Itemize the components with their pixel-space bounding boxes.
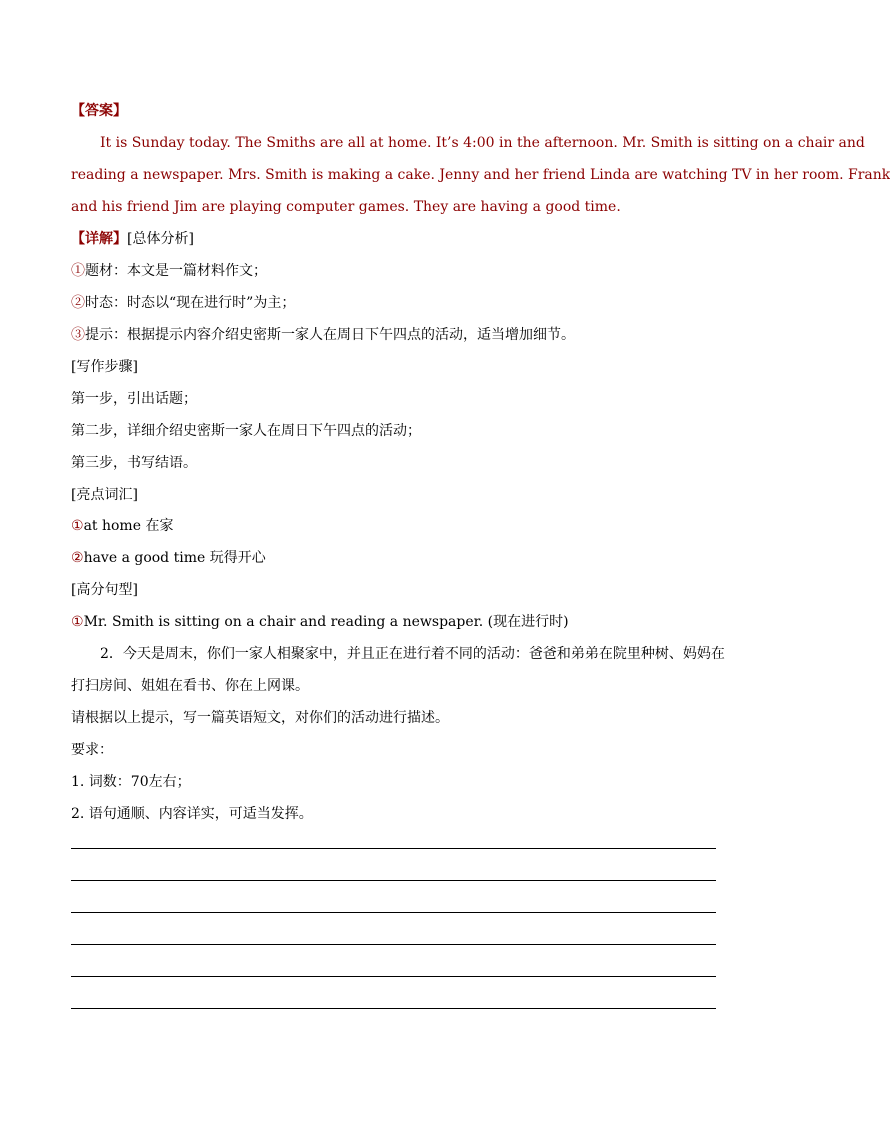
- writing-line[interactable]: [71, 880, 716, 881]
- vocab-item-2: [71, 548, 722, 568]
- writing-step-1: 第一步，引出话题；: [71, 391, 197, 407]
- vocab-item-1: [71, 516, 722, 536]
- answer-line-1: It is Sunday today. The Smiths are all at home. It’s 4:00 in the afternoon. Mr. Smith is sitting on a chair and: [100, 135, 865, 151]
- highlight-vocab-heading: [亮点词汇]: [71, 487, 138, 503]
- circled-number-1-icon: ①: [71, 263, 85, 279]
- writing-steps-heading: [写作步骤]: [71, 359, 138, 375]
- circled-number-3-icon: ③: [71, 327, 85, 343]
- detail-heading: 【详解】: [71, 231, 127, 247]
- circled-number-2-icon: ②: [71, 550, 84, 566]
- answer-line-3: and his friend Jim are playing computer games. They are having a good time.: [71, 199, 621, 215]
- analysis-text-3: 提示：根据提示内容介绍史密斯一家人在周日下午四点的活动，适当增加细节。: [85, 327, 575, 343]
- writing-step-3: 第三步，书写结语。: [71, 455, 197, 471]
- circled-number-2-icon: ②: [71, 295, 85, 311]
- analysis-item-2: [71, 293, 722, 313]
- writing-step-2: 第二步，详细介绍史密斯一家人在周日下午四点的活动；: [71, 423, 421, 439]
- overall-analysis-heading: [总体分析]: [127, 231, 194, 247]
- detail-heading-row: [71, 229, 722, 249]
- writing-line[interactable]: [71, 912, 716, 913]
- sentence-pattern-heading: [高分句型]: [71, 582, 138, 598]
- analysis-text-1: 题材：本文是一篇材料作文；: [85, 263, 267, 279]
- writing-line[interactable]: [71, 1008, 716, 1009]
- analysis-item-3: [71, 325, 722, 345]
- vocab-text-2: have a good time 玩得开心: [83, 550, 266, 566]
- vocab-text-1: at home 在家: [83, 518, 174, 534]
- requirements-heading: 要求：: [71, 742, 113, 758]
- writing-line[interactable]: [71, 848, 716, 849]
- question-2-prompt-line-2: 打扫房间、姐姐在看书、你在上网课。: [71, 678, 309, 694]
- question-2-instruction: 请根据以上提示，写一篇英语短文，对你们的活动进行描述。: [71, 710, 449, 726]
- answer-line-2: reading a newspaper. Mrs. Smith is making a cake. Jenny and her friend Linda are watching TV in her room. Frank: [71, 167, 890, 183]
- requirement-2: 2. 语句通顺、内容详实，可适当发挥。: [71, 806, 313, 822]
- answer-heading: 【答案】: [71, 103, 127, 119]
- circled-number-1-icon: ①: [71, 518, 84, 534]
- sentence-text-1: Mr. Smith is sitting on a chair and reading a newspaper. (现在进行时): [83, 614, 569, 630]
- writing-line[interactable]: [71, 976, 716, 977]
- analysis-text-2: 时态：时态以“现在进行时”为主；: [85, 295, 296, 311]
- circled-number-1-icon: ①: [71, 614, 84, 630]
- requirement-1: 1. 词数：70左右；: [71, 774, 191, 790]
- analysis-item-1: [71, 261, 722, 281]
- writing-line[interactable]: [71, 944, 716, 945]
- sentence-item-1: [71, 612, 722, 632]
- question-2-prompt-line-1: 2．今天是周末，你们一家人相聚家中，并且正在进行着不同的活动：爸爸和弟弟在院里种树、妈妈在: [100, 646, 725, 662]
